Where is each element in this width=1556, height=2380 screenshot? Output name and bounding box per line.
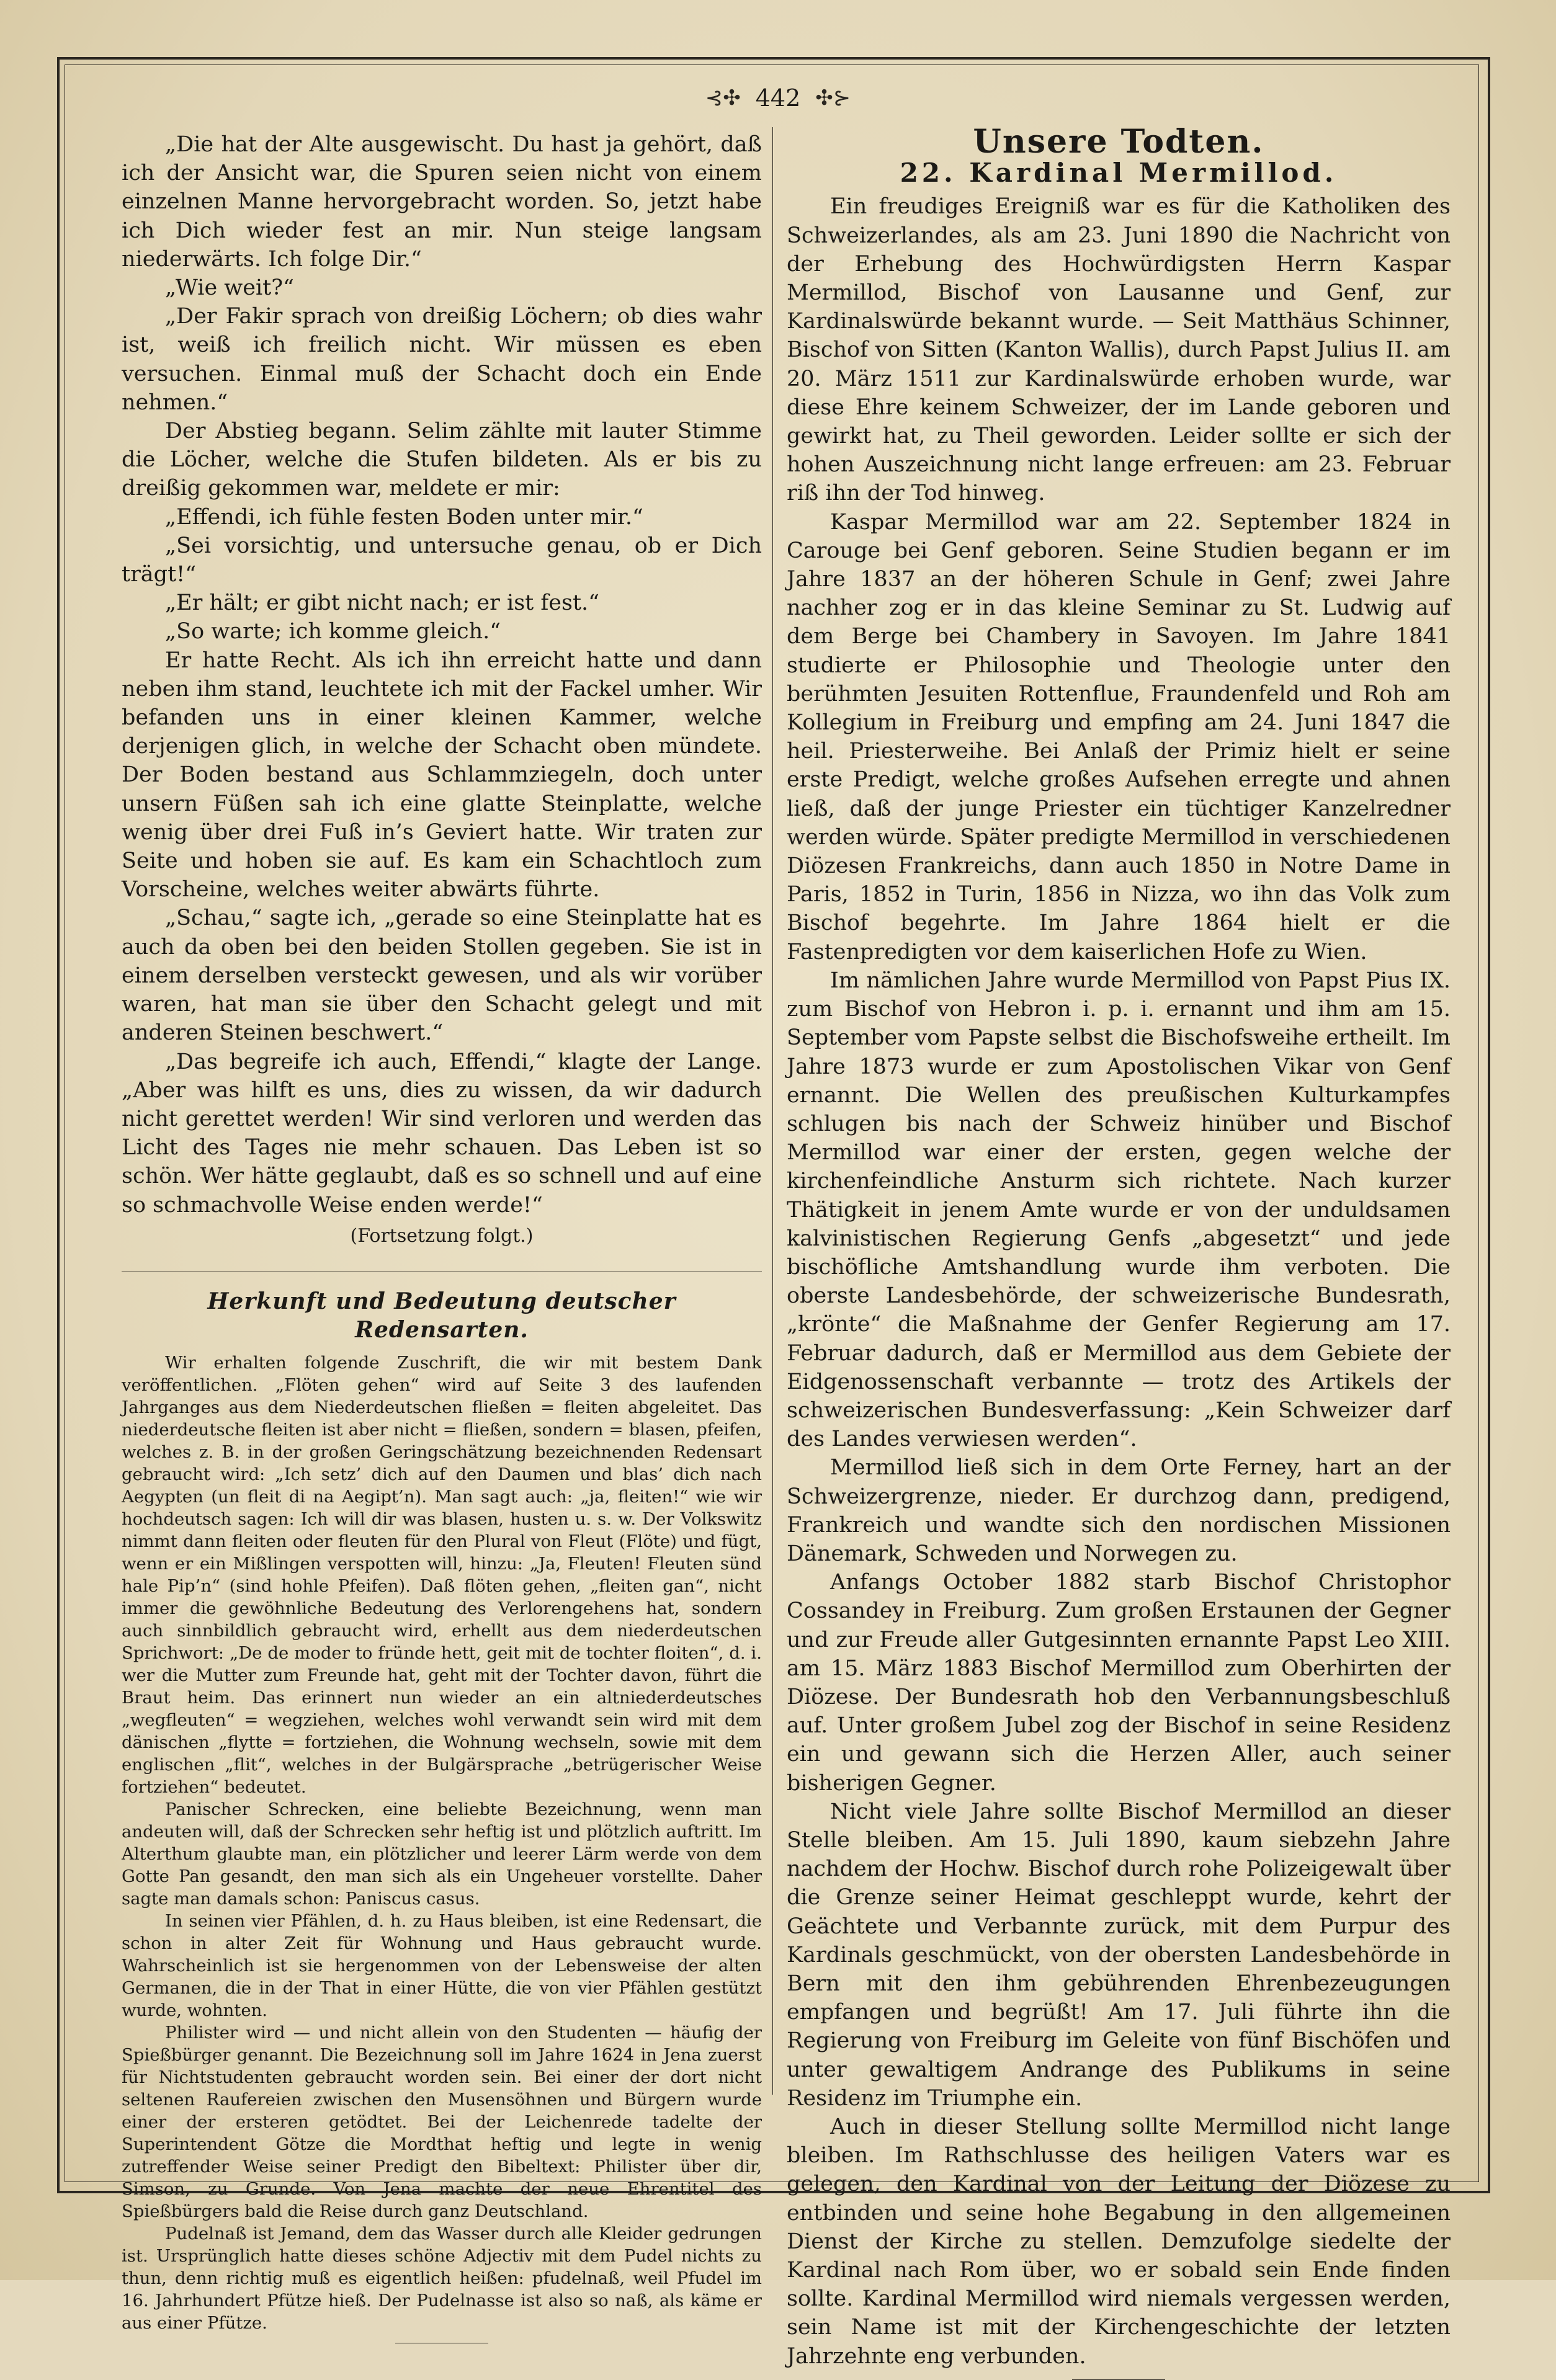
right-column [787, 122, 1451, 2380]
column-divider [772, 127, 773, 2095]
section-paragraph: In seinen vier Pfählen, d. h. zu Haus bleiben, ist eine Redensart, die schon in alter Zeit für Wohnung und Haus gebraucht wurde. Wahrscheinlich ist sie hergenommen von der Lebensweise der alten Germanen, die in der That in einer Hütte, die von vier Pfählen gestützt wurde, wohnten. [122, 1911, 762, 2021]
story-paragraph: Der Abstieg begann. Selim zählte mit lauter Stimme die Löcher, welche die Stufen bildeten. Als er bis zu dreißig gekommen war, meldete er mir: [122, 419, 762, 501]
section-paragraph: Wir erhalten folgende Zuschrift, die wir mit bestem Dank veröffentlichen. „Flöten gehen“ wird auf Seite 3 des laufenden Jahrganges aus dem Niederdeutschen fließen = fleiten abgeleitet. Das niederdeutsche fleiten ist aber nicht = fließen, sondern = blasen, pfeifen, welches z. B. in der großen Geringschätzung bezeichnenden Redensart gebraucht wird: „Ich setz’ dich auf den Daumen und blas’ dich nach Aegypten (un fleit di na Aegipt’n). Man sagt auch: „ja, fleiten!“ wie wir hochdeutsch sagen: Ich will dir was blasen, husten u. s. w. Der Volkswitz nimmt dann fleiten oder fleuten für den Plural von Fleut (Flöte) und fügt, wenn er ein Mißlingen verspotten will, hinzu: „Ja, Fleuten! Fleuten sünd hale Pip’n“ (sind hohle Pfeifen). Daß flöten gehen, „fleiten gan“, nicht immer die gewöhnliche Bedeutung des Verlorengehens hat, sondern auch sinnbildlich gebraucht wird, erhellt aus dem niederdeutschen Sprichwort: „De de moder to fründe hett, geit mit de tochter floiten“, d. i. wer die Mutter zum Freunde hat, geht mit der Tochter davon, führt die Braut heim. Das erinnert nun wieder an ein altniederdeutsches „wegfleuten“ = wegziehen, welches wohl verwandt sein wird mit dem dänischen „flytte = fortziehen, die Wohnung wechseln, sowie mit dem englischen „flit“, welches in der Bulgärsprache „betrügerischer Weise fortziehen“ bedeutet. [122, 1353, 762, 1798]
section-paragraph: Pudelnaß ist Jemand, dem das Wasser durch alle Kleider gedrungen ist. Ursprünglich hatte dieses schöne Adjectiv mit dem Pudel nichts zu thun, denn richtig muß es eigentlich heißen: pfudelnaß, weil Pfudel im 16. Jahrhundert Pfütze hieß. Der Pudelnasse ist also so naß, als käme er aus einer Pfütze. [122, 2224, 762, 2333]
page-header [0, 79, 1556, 117]
section-paragraph: Philister wird — und nicht allein von den Studenten — häufig der Spießbürger genannt. Die Bezeichnung soll im Jahre 1624 in Jena zuerst für Nichtstudenten gebraucht worden sein. Bei einer der dort nicht seltenen Raufereien zwischen den Musensöhnen und Bürgern wurde einer der ersteren getödtet. Bei der Leichenrede tadelte der Superintendent Götze die Mordthat heftig und legte in wenig zutreffender Weise seiner Predigt den Bibeltext: Philister über dir, Simson, zu Grunde. Von Jena machte der neue Ehrentitel des Spießbürgers bald die Reise durch ganz Deutschland. [122, 2023, 762, 2222]
article-paragraph: Nicht viele Jahre sollte Bischof Mermillod an dieser Stelle bleiben. Am 15. Juli 1890, kaum siebzehn Jahre nachdem der Hochw. Bischof durch rohe Polizeigewalt über die Grenze seiner Heimat geschleppt wurde, kehrt der Geächtete und Verbannte zurück, mit dem Purpur des Kardinals geschmückt, von der obersten Landesbehörde in Bern mit den ihm gebührenden Ehrenbezeugungen empfangen und begrüßt! Am 17. Juli führte ihn die Regierung von Freiburg im Geleite von fünf Bischöfen und unter gewaltigem Andrange des Publikums in seine Residenz im Triumphe ein. [787, 1799, 1451, 2111]
article-paragraph: Ein freudiges Ereigniß war es für die Katholiken des Schweizerlandes, als am 23. Juni 1890 die Nachricht von der Erhebung des Hochwürdigsten Herrn Kaspar Mermillod, Bischof von Lausanne und Genf, zur Kardinalswürde bekannt wurde. — Seit Matthäus Schinner, Bischof von Sitten (Kanton Wallis), durch Papst Julius II. am 20. März 1511 zur Kardinalswürde erhoben wurde, war diese Ehre keinem Schweizer, der im Lande geboren und gewirkt hat, zu Theil geworden. Leider sollte er sich der hohen Auszeichnung nicht lange erfreuen: am 23. Februar riß ihn der Tod hinweg. [787, 194, 1451, 506]
article-title: Unsere Todten. [973, 123, 1264, 161]
section-paragraph: Panischer Schrecken, eine beliebte Bezeichnung, wenn man andeuten will, daß der Schrecken sehr heftig ist und plötzlich auftritt. Im Alterthum glaubte man, ein plötzlicher und leerer Lärm werde von dem Gotte Pan gesandt, den man sich als ein Ungeheuer vorstellte. Daher sagte man damals schon: Paniscus casus. [122, 1799, 762, 1909]
article-paragraph: Mermillod ließ sich in dem Orte Ferney, hart an der Schweizergrenze, nieder. Er durchzog dann, predigend, Frankreich und wandte sich den nordischen Missionen Dänemark, Schweden und Norwegen zu. [787, 1455, 1451, 1566]
story-paragraph: „Wie weit?“ [165, 275, 294, 301]
redensarten-section [122, 1352, 762, 2343]
continuation-note: (Fortsetzung folgt.) [350, 1224, 534, 1247]
story-paragraph: „Die hat der Alte ausgewischt. Du hast ja gehört, daß ich der Ansicht war, die Spuren seien nicht von einem einzelnen Manne hervorgebracht worden. So, jetzt habe ich Dich wieder fest an mir. Nun steige langsam niederwärts. Ich folge Dir.“ [122, 132, 762, 272]
story-paragraph: „Schau,“ sagte ich, „gerade so eine Steinplatte hat es auch da oben bei den beiden Stollen gegeben. Sie ist in einem derselben versteckt gewesen, und als wir vorüber waren, hat man sie über den Schacht gelegt und mit anderen Steinen beschwert.“ [122, 906, 762, 1046]
article-paragraph: Anfangs October 1882 starb Bischof Christophor Cossandey in Freiburg. Zum großen Erstaunen der Gegner und zur Freude aller Gutgesinnten ernannte Papst Leo XIII. am 15. März 1883 Bischof Mermillod zum Oberhirten der Diözese. Der Bundesrath hob den Verbannungsbeschluß auf. Unter großem Jubel zog der Bischof in seine Residenz ein und gewann sich die Herzen Aller, auch seiner bisherigen Gegner. [787, 1570, 1451, 1796]
story-continuation [122, 130, 762, 1250]
story-paragraph: „Das begreife ich auch, Effendi,“ klagte der Lange. „Aber was hilft es uns, dies zu wissen, da wir dadurch nicht gerettet werden! Wir sind verloren und werden das Licht des Tages nie mehr schauen. Das Leben ist so schön. Wer hätte geglaubt, daß es so schnell und auf eine so schmachvolle Weise enden werde!“ [122, 1049, 762, 1218]
story-paragraph: „Der Fakir sprach von dreißig Löchern; ob dies wahr ist, weiß ich freilich nicht. Wir müssen es eben versuchen. Einmal muß der Schacht doch ein Ende nehmen.“ [122, 304, 762, 415]
page-number: 442 [755, 84, 801, 112]
left-ornament-icon: ⊰✣ [705, 86, 741, 110]
story-paragraph: „So warte; ich komme gleich.“ [165, 619, 501, 644]
story-paragraph: „Er hält; er gibt nicht nach; er ist fest.“ [165, 591, 600, 616]
story-paragraph: Er hatte Recht. Als ich ihn erreicht hatte und dann neben ihm stand, leuchtete ich mit der Fackel umher. Wir befanden uns in einer kleinen Kammer, welche derjenigen glich, in welche der Schacht oben mündete. Der Boden bestand aus Schlammziegeln, doch unter unsern Füßen sah ich eine glatte Steinplatte, welche wenig über drei Fuß in’s Geviert hatte. Wir traten zur Seite und hoben sie auf. Es kam ein Schachtloch zum Vorscheine, welches weiter abwärts führte. [122, 648, 762, 903]
story-paragraph: „Effendi, ich fühle festen Boden unter mir.“ [165, 504, 643, 530]
article-paragraph: Auch in dieser Stellung sollte Mermillod nicht lange bleiben. Im Rathschlusse des heiligen Vaters war es gelegen, den Kardinal von der Leitung der Diözese zu entbinden und seine hohe Begabung in den allgemeinen Dienst der Kirche zu stellen. Demzufolge siedelte der Kardinal nach Rom über, wo er sobald sein Ende finden sollte. Kardinal Mermillod wird niemals vergessen werden, sein Name ist mit der Kirchengeschichte der letzten Jahrzehnte eng verbunden. [787, 2115, 1451, 2369]
article-subtitle: 22. Kardinal Mermillod. [900, 158, 1338, 189]
article-paragraph: Im nämlichen Jahre wurde Mermillod von Papst Pius IX. zum Bischof von Hebron i. p. i. ernannt und ihm am 15. September vom Papste selbst die Bischofsweihe ertheilt. Im Jahre 1873 wurde er zum Apostolischen Vikar von Genf ernannt. Die Wellen des preußischen Kulturkampfes schlugen bis nach der Schweiz hinüber und Bischof Mermillod war einer der ersten, gegen welche der kirchenfeindliche Ansturm sich richtete. Nach kurzer Thätigkeit in jenem Amte wurde er von der unduldsamen kalvinistischen Regierung Genfs „abgesetzt“ und jede bischöfliche Amtshandlung wurde ihm verboten. Die oberste Landesbehörde, der schweizerische Bundesrath, „krönte“ die Maßnahme der Genfer Regierung am 17. Februar dadurch, daß er Mermillod aus dem Gebiete der Eidgenossenschaft verbannte — trotz des Artikels der schweizerischen Bundesverfassung: „Kein Schweizer darf des Landes verwiesen werden“. [787, 968, 1451, 1452]
story-paragraph: „Sei vorsichtig, und untersuche genau, ob er Dich trägt!“ [122, 533, 762, 587]
section-title: Herkunft und Bedeutung deutscher Redensarten. [207, 1288, 676, 1343]
right-ornament-icon: ✣⊱ [815, 86, 851, 110]
article-paragraph: Kaspar Mermillod war am 22. September 1824 in Carouge bei Genf geboren. Seine Studien begann er im Jahre 1837 an der höheren Schule in Genf; zwei Jahre nachher zog er in das kleine Seminar zu St. Ludwig auf dem Berge bei Chambery in Savoyen. Im Jahre 1841 studierte er Philosophie und Theologie unter den berühmten Jesuiten Rottenflue, Fraundenfeld und Roh am Kollegium in Freiburg und empfing am 24. Juni 1847 die heil. Priesterweihe. Bei Anlaß der Primiz hielt er seine erste Predigt, welche großes Aufsehen erregte und ahnen ließ, daß der junge Priester ein tüchtiger Kanzelredner werden würde. Später predigte Mermillod in verschiedenen Diözesen Frankreichs, dann auch 1850 in Notre Dame in Paris, 1852 in Turin, 1856 in Nizza, wo ihn das Volk zum Bischof begehrte. Im Jahre 1864 hielt er die Fastenpredigten vor dem kaiserlichen Hofe zu Wien. [787, 509, 1451, 965]
left-column [122, 130, 762, 2343]
